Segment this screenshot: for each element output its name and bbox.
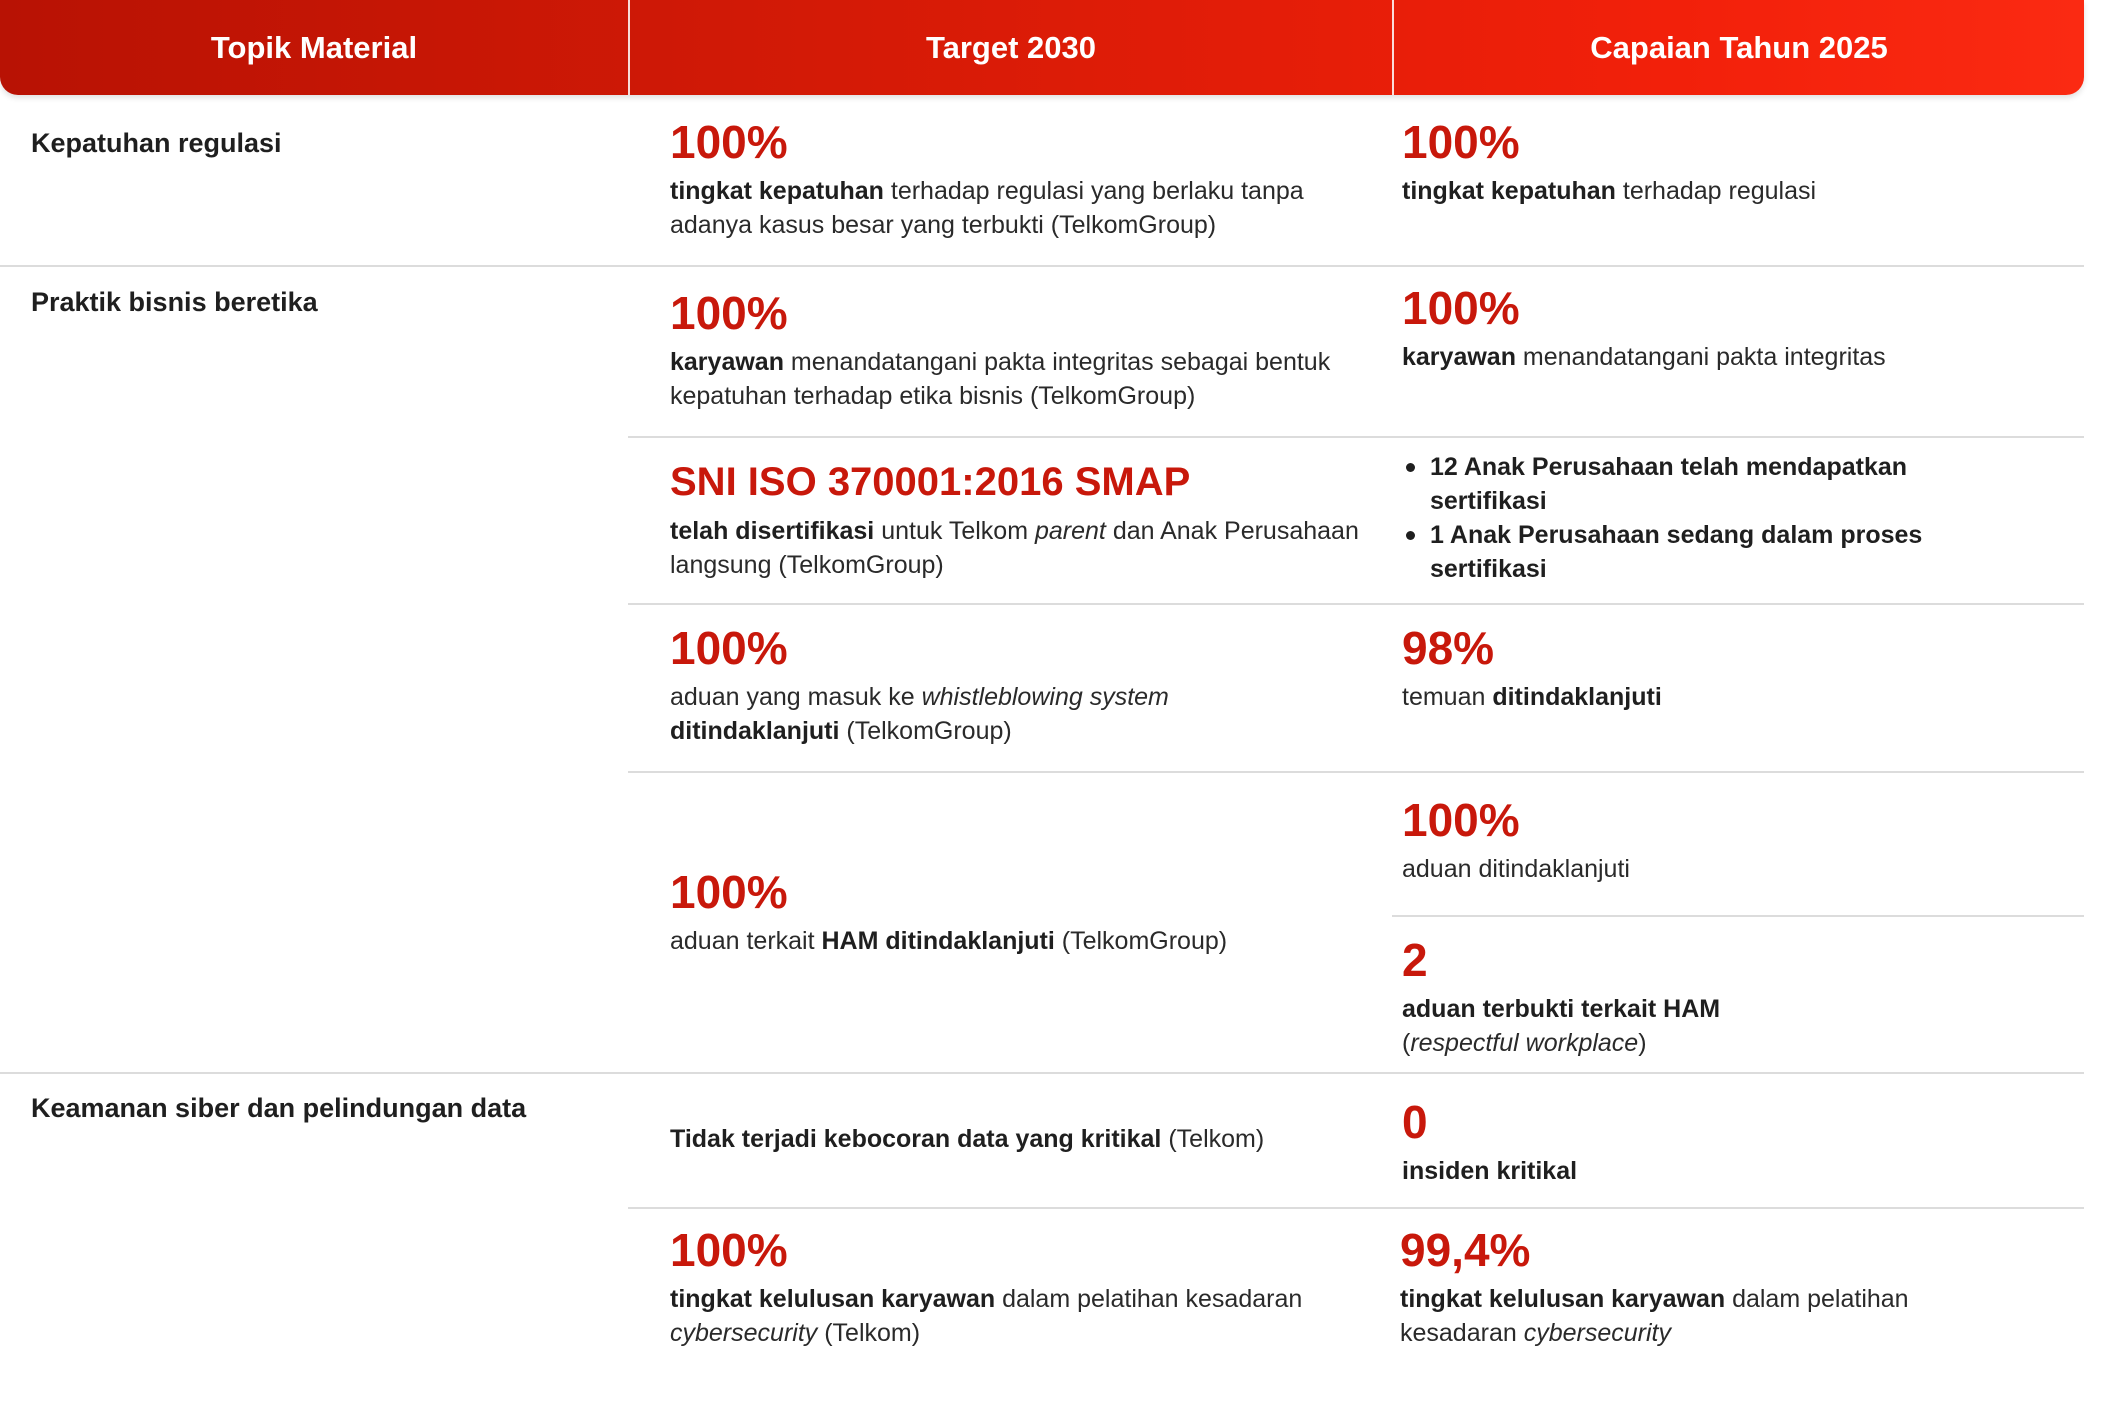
row-divider: [1392, 915, 2084, 917]
target-value: 100%: [670, 287, 788, 339]
row-divider: [628, 1207, 2084, 1209]
target-text: dan Anak Perusahaan langsung (TelkomGroup): [670, 517, 1359, 579]
achievement-cell: [1402, 620, 2062, 714]
topic-keamanan-siber: Keamanan siber dan pelindungan data: [31, 1093, 527, 1123]
achievement-description: [1402, 1154, 2062, 1188]
achievement-cell: [1402, 1094, 2062, 1188]
header-topik-material: Topik Material: [210, 29, 418, 65]
target-text: (Telkom): [1161, 1125, 1265, 1153]
achievement-value: 2: [1402, 934, 1428, 986]
achievement-text: terhadap regulasi: [1615, 177, 1817, 205]
achievement-bold: tingkat kelulusan karyawan: [1400, 1285, 1726, 1313]
achievement-bold: tingkat kepatuhan: [1402, 177, 1616, 205]
target-description: [670, 345, 1370, 413]
row-divider: [628, 436, 2084, 438]
target-text: menandatangani pakta integritas sebagai bentuk kepatuhan terhadap etika bisnis (TelkomGroup): [670, 348, 1331, 410]
achievement-value: 0: [1402, 1096, 1428, 1148]
target-bold: ditindaklanjuti: [670, 717, 840, 745]
achievement-bullet-list: [1402, 450, 1942, 586]
achievement-value: 100%: [1402, 282, 1520, 334]
target-text: aduan yang masuk ke: [670, 683, 922, 711]
achievement-text: dalam pelatihan kesadaran: [1400, 1285, 1909, 1347]
achievement-italic: respectful workplace: [1410, 1029, 1639, 1057]
achievement-cell: [1402, 280, 2062, 374]
achievement-value: 100%: [1402, 116, 1520, 168]
header-target-2030: Target 2030: [925, 29, 1096, 65]
target-value: SNI ISO 370001:2016 SMAP: [670, 460, 1191, 504]
topic-kepatuhan-regulasi: Kepatuhan regulasi: [31, 128, 282, 158]
paren-close: ): [1638, 1029, 1647, 1057]
target-cell: [670, 620, 1370, 748]
achievement-cell: [1402, 792, 2062, 886]
target-description: [670, 924, 1370, 958]
row-divider: [628, 771, 2084, 773]
target-bold: tingkat kepatuhan: [670, 177, 884, 205]
row-divider: [0, 1072, 2084, 1074]
achievement-description: [1402, 680, 2062, 714]
achievement-description: [1402, 992, 2062, 1060]
table-header: [0, 0, 2084, 95]
target-cell: [670, 454, 1380, 582]
target-cell: [670, 114, 1370, 242]
achievement-text: menandatangani pakta integritas: [1515, 343, 1886, 371]
target-text: (TelkomGroup): [839, 717, 1012, 745]
target-italic: parent: [1034, 517, 1106, 545]
target-bold: Tidak terjadi kebocoran data yang kritikal: [670, 1125, 1162, 1153]
achievement-description: [1402, 340, 2062, 374]
achievement-cell: [1402, 450, 1942, 586]
target-text: dalam pelatihan kesadaran: [995, 1285, 1303, 1313]
achievement-description: [1402, 174, 2062, 208]
achievement-bold: ditindaklanjuti: [1492, 683, 1662, 711]
achievement-cell: [1402, 932, 2062, 1060]
target-value: 100%: [670, 622, 788, 674]
target-bold: karyawan: [670, 348, 784, 376]
achievement-italic: cybersecurity: [1523, 1319, 1671, 1347]
target-cell: [670, 1222, 1370, 1350]
target-value: 100%: [670, 866, 788, 918]
target-description: [670, 174, 1370, 242]
target-value: 100%: [670, 1224, 788, 1276]
target-text: untuk Telkom: [874, 517, 1035, 545]
target-description: [670, 514, 1380, 582]
achievement-description: aduan ditindaklanjuti: [1402, 855, 1630, 883]
achievement-bold: karyawan: [1402, 343, 1516, 371]
target-bold: tingkat kelulusan karyawan: [670, 1285, 996, 1313]
achievement-cell: [1400, 1222, 1960, 1350]
achievement-bold: insiden kritikal: [1402, 1157, 1578, 1185]
target-description: [670, 1122, 1370, 1156]
achievement-text: temuan: [1402, 683, 1493, 711]
target-italic: whistleblowing system: [921, 683, 1169, 711]
achievement-description: [1400, 1282, 1960, 1350]
target-text: (TelkomGroup): [1054, 927, 1228, 955]
target-bold: telah disertifikasi: [670, 517, 875, 545]
paren-open: (: [1402, 1029, 1411, 1057]
target-cell: [670, 285, 1370, 413]
target-bold: HAM ditindaklanjuti: [821, 927, 1055, 955]
target-text: (Telkom): [817, 1319, 921, 1347]
row-divider: [0, 265, 2084, 267]
achievement-bullet: 1 Anak Perusahaan sedang dalam proses sertifikasi: [1402, 518, 1942, 586]
target-italic: cybersecurity: [670, 1319, 818, 1347]
header-capaian-2025: Capaian Tahun 2025: [1590, 29, 1888, 65]
target-description: [670, 1282, 1370, 1350]
target-value: 100%: [670, 116, 788, 168]
target-description: [670, 680, 1370, 748]
target-cell: [670, 1118, 1370, 1156]
target-text: terhadap regulasi yang berlaku tanpa adanya kasus besar yang terbukti (TelkomGroup): [670, 177, 1304, 239]
topic-praktik-bisnis-beretika: Praktik bisnis beretika: [31, 287, 318, 317]
row-divider: [628, 603, 2084, 605]
achievement-cell: [1402, 114, 2062, 208]
achievement-value: 98%: [1402, 622, 1495, 674]
achievement-value: 99,4%: [1400, 1224, 1531, 1276]
achievement-bullet: 12 Anak Perusahaan telah mendapatkan sertifikasi: [1402, 450, 1942, 518]
target-cell: [670, 864, 1370, 958]
target-text: aduan terkait: [670, 927, 822, 955]
achievement-value: 100%: [1402, 794, 1520, 846]
achievement-bold: aduan terbukti terkait HAM: [1402, 995, 1721, 1023]
